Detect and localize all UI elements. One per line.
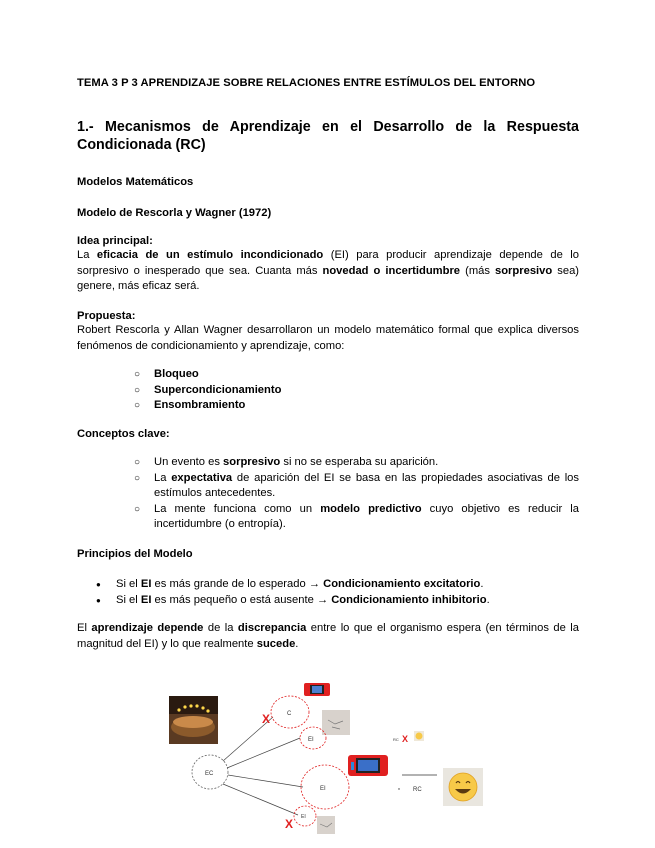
subheading-modelos: Modelos Matemáticos bbox=[77, 176, 194, 188]
list-item bbox=[134, 383, 281, 399]
list-item bbox=[134, 471, 579, 502]
text-run: Si el bbox=[116, 594, 141, 606]
list-item-label: Ensombramiento bbox=[154, 399, 246, 411]
list-item bbox=[134, 398, 281, 414]
gray-sketch-image-bottom bbox=[317, 816, 335, 834]
text-run: . bbox=[480, 578, 484, 590]
list-item-label: Supercondicionamiento bbox=[154, 383, 282, 396]
section-heading bbox=[77, 118, 579, 154]
section-heading-line1: 1.- Mecanismos de Aprendizaje en el Desarrollo de la Respuesta bbox=[77, 119, 579, 135]
text-run: (más bbox=[460, 264, 495, 277]
conceptos-list bbox=[134, 455, 579, 533]
text-run: Si el bbox=[116, 578, 141, 590]
principios-title: Principios del Modelo bbox=[77, 548, 193, 560]
text-run: entre lo que el organismo espera (en términos de la magnitud del EI) y lo que realmente bbox=[77, 622, 579, 650]
c-label: C bbox=[287, 711, 292, 717]
link-ec-ei-big bbox=[228, 775, 303, 787]
bold-run: aprendizaje depende bbox=[91, 622, 204, 634]
small-smiley-icon bbox=[414, 731, 424, 741]
list-item-label: Bloqueo bbox=[154, 368, 199, 380]
link-ec-ei-small bbox=[227, 738, 300, 768]
text-run: cuyo objetivo es reducir la incertidumbre (o entropía). bbox=[154, 502, 579, 530]
ec-label: EC bbox=[205, 771, 214, 777]
x-mark-ei-bottom: X bbox=[285, 817, 294, 831]
list-item bbox=[134, 502, 579, 533]
ei-small-label: EI bbox=[308, 737, 314, 743]
birthday-cake-image bbox=[169, 696, 218, 744]
conclusion-paragraph bbox=[77, 621, 579, 652]
bold-run: EI bbox=[140, 578, 152, 590]
text-run: Un evento es bbox=[154, 456, 224, 468]
propuesta-paragraph: Robert Rescorla y Allan Wagner desarrollaron un modelo matemático formal que explica diversos fenómenos de condicionamiento y aprendizaje, como: bbox=[77, 324, 579, 352]
idea-paragraph bbox=[77, 248, 579, 295]
rc-small-label: RC bbox=[393, 737, 399, 742]
text-run: es más pequeño o está ausente → bbox=[151, 594, 332, 606]
text-run: . bbox=[295, 637, 299, 650]
text-run: . bbox=[486, 594, 490, 606]
ei-bottom-label: EI bbox=[301, 814, 306, 820]
bold-run: Condicionamiento excitatorio bbox=[323, 578, 481, 590]
diagram-svg bbox=[165, 672, 495, 842]
sad-sketch-image bbox=[322, 710, 350, 735]
principios-list bbox=[96, 576, 490, 608]
text-run: sea) genere, más eficaz será. bbox=[77, 264, 580, 292]
phenomena-list bbox=[134, 367, 281, 414]
list-item bbox=[134, 455, 579, 471]
x-mark-c: X bbox=[262, 712, 271, 726]
text-run: de la bbox=[203, 622, 238, 634]
bold-run: sorpresivo bbox=[495, 264, 553, 277]
bold-run: sucede bbox=[256, 637, 296, 650]
ei-big-label: EI bbox=[320, 786, 326, 792]
text-run: si no se esperaba su aparición. bbox=[280, 456, 439, 468]
document-title: TEMA 3 P 3 APRENDIZAJE SOBRE RELACIONES ENTRE ESTÍMULOS DEL ENTORNO bbox=[77, 77, 536, 89]
bold-run: modelo predictivo bbox=[320, 502, 422, 515]
x-mark-rc: X bbox=[402, 734, 409, 744]
conditioning-diagram bbox=[165, 672, 495, 842]
text-run: es más grande de lo esperado → bbox=[151, 578, 324, 590]
link-ec-ei-bottom bbox=[223, 784, 298, 815]
conceptos-title: Conceptos clave: bbox=[77, 428, 170, 440]
list-item bbox=[96, 592, 490, 608]
bold-run: expectativa bbox=[171, 471, 233, 484]
text-run: (EI) para producir aprendizaje depende de lo sorpresivo o inesperado que sea. Cuanta más bbox=[77, 249, 579, 277]
text-run: La mente funciona como un bbox=[154, 502, 321, 515]
game-console-image-large bbox=[348, 755, 388, 776]
bold-run: novedad o incertidumbre bbox=[322, 264, 461, 277]
idea-title: Idea principal: bbox=[77, 235, 153, 247]
game-console-image bbox=[304, 683, 330, 696]
text-run: El bbox=[77, 622, 92, 634]
bold-run: eficacia de un estímulo incondicionado bbox=[96, 249, 324, 261]
smiley-face-image bbox=[443, 768, 483, 806]
bold-run: discrepancia bbox=[237, 622, 307, 634]
dot-mark bbox=[398, 788, 399, 789]
rc-label: RC bbox=[413, 787, 422, 793]
list-item bbox=[96, 576, 490, 592]
subheading-rescorla-wagner: Modelo de Rescorla y Wagner (1972) bbox=[77, 207, 272, 219]
bold-run: sorpresivo bbox=[223, 456, 281, 468]
text-run: La bbox=[77, 249, 97, 261]
bold-run: EI bbox=[140, 594, 152, 606]
list-item bbox=[134, 367, 281, 383]
propuesta-title: Propuesta: bbox=[77, 310, 136, 322]
text-run: La bbox=[154, 471, 172, 484]
section-heading-line2: Condicionada (RC) bbox=[77, 137, 206, 153]
bold-run: Condicionamiento inhibitorio bbox=[331, 594, 487, 606]
text-run: de aparición del EI se basa en las propiedades asociativas de los estímulos antecedentes. bbox=[154, 471, 579, 499]
